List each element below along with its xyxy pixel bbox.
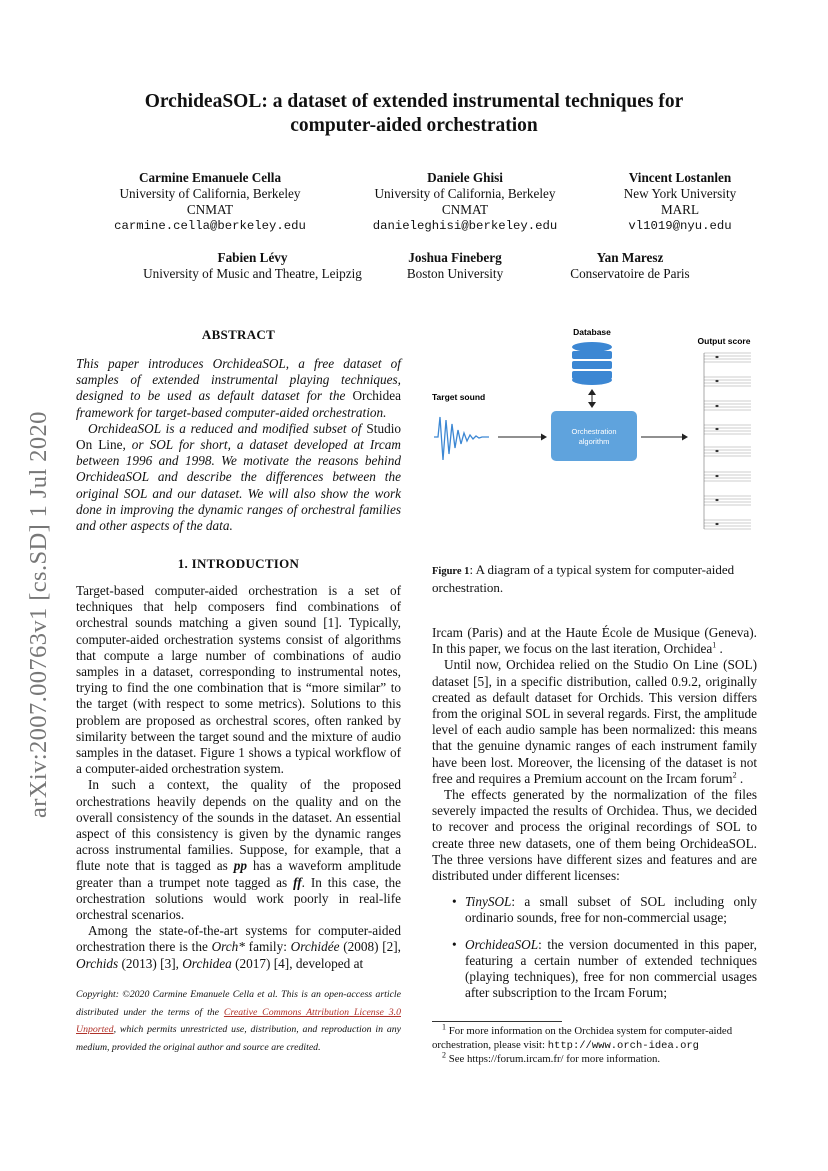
footnotes xyxy=(432,1022,757,1067)
author-affiliation: Conservatoire de Paris xyxy=(570,266,690,281)
algorithm-label-line-2: algorithm xyxy=(578,437,610,446)
algorithm-label-line-1: Orchestration xyxy=(571,427,617,436)
score-notes xyxy=(715,356,718,525)
database-icon xyxy=(572,342,612,385)
right-paragraph-1: Ircam (Paris) and at the Haute École de Musique (Geneva). In this paper, we focus on the last iteration, Orchidea$^1$ . xyxy=(432,625,757,657)
introduction-body xyxy=(76,583,401,972)
arxiv-identifier: arXiv:2007.00763v1 [cs.SD] 1 Jul 2020 xyxy=(25,411,52,819)
author-department: CNMAT xyxy=(441,202,489,217)
intro-paragraph-3: Among the state-of-the-art systems for computer-aided orchestration there is the Orch* family: Orchidée (2008) [2], Orchids (2013) [3], Orchidea (2017) [4], developed at xyxy=(76,923,401,971)
author-department: MARL xyxy=(660,202,700,217)
list-item: • OrchideaSOL: the version documented in this paper, featuring a certain number of extended techniques (playing techniques), free for non commercial usages after subscription to the Ircam Forum; xyxy=(452,936,757,1001)
author-email[interactable]: carmine.cella@berkeley.edu xyxy=(114,219,306,233)
right-paragraph-3: The effects generated by the normalization of the files severely impacted the results of Orchidea. Thus, we decided to recover and process the original recordings of SOL to create three new datasets, one of them being OrchideaSOL. The three versions have different sizes and features and are distributed under different licenses: xyxy=(432,787,757,884)
database-label: Database xyxy=(573,327,611,337)
footnote-marker-2[interactable]: 2 xyxy=(732,770,737,780)
list-item: • TinySOL: a small subset of SOL including only ordinario sounds, free for non-commercial usage; xyxy=(452,894,757,926)
orchidea-url-link[interactable]: http://www.orch-idea.org xyxy=(547,1039,699,1052)
caption-label: Figure 1 xyxy=(432,566,470,577)
right-paragraph-2: Until now, Orchidea relied on the Studio On Line (SOL) dataset [5], in a specific distribution, called 0.9.2, originally created as default dataset for Orchids. This version differs from the original SOL in several regards. First, the amplitude level of each audio sample has been normalized: this means that the genuine dynamic ranges of each instrument family have been lost. Moreover, the licensing of the dataset is not free and requires a Premium account on the Ircam forum$^2$ . xyxy=(432,657,757,786)
author-block-6 xyxy=(550,250,710,282)
intro-paragraph-1: Target-based computer-aided orchestration is a set of techniques that help composers find combinations of orchestral sounds matching a given sound [1]. Typically, computer-aided orchestration systems consist of algorithms that compute a large number of combinations of audio samples in a dataset, corresponding to instrumental notes, trying to find the one combination that is “more similar” to the target (with respect to some metrics). Solutions to this problem are proposed as orchestral scores, often ranked by similarity between the target sound and the mixture of audio samples in the dataset. Figure 1 shows a typical workflow of a computer-aided orchestration system. xyxy=(76,583,401,777)
abstract-heading: ABSTRACT xyxy=(201,327,276,342)
author-name: Daniele Ghisi xyxy=(427,170,503,185)
author-name: Fabien Lévy xyxy=(217,250,288,265)
right-column-body xyxy=(432,625,757,1011)
author-name: Yan Maresz xyxy=(596,250,664,265)
author-email[interactable]: vl1019@nyu.edu xyxy=(628,219,732,233)
abstract-body xyxy=(76,356,401,534)
caption-text: : A diagram of a typical system for computer-aided orchestration. xyxy=(432,562,735,595)
author-block-3 xyxy=(580,170,780,234)
title-line-1: OrchideaSOL: a dataset of extended instrumental techniques for xyxy=(144,91,684,112)
footnote-marker-1[interactable]: 1 xyxy=(712,640,717,650)
introduction-heading: 1. INTRODUCTION xyxy=(177,556,300,571)
author-affiliation: Boston University xyxy=(406,266,504,281)
author-department: CNMAT xyxy=(186,202,234,217)
license-link[interactable]: Creative Commons Attribution License 3.0 Unported xyxy=(76,1006,401,1035)
dataset-version-list xyxy=(432,894,757,1001)
footnote-divider xyxy=(432,1021,562,1022)
abstract-paragraph-2: OrchideaSOL is a reduced and modified subset of Studio On Line, or SOL for short, a dataset developed at Ircam between 1996 and 1998. We motivate the reasons behind OrchideaSOL and describe the differences between the original SOL and our dataset. We will also show the work done in improving the dynamic ranges of orchestral families and other aspects of the data. xyxy=(76,420,401,534)
author-block-5 xyxy=(395,250,515,282)
author-name: Joshua Fineberg xyxy=(408,250,502,265)
orchestration-algorithm-box xyxy=(551,411,637,461)
output-score-label: Output score xyxy=(697,336,751,346)
intro-paragraph-2: In such a context, the quality of the proposed orchestrations heavily depends on the quality and on the overall consistency of the sounds in the dataset. An essential aspect of this consistency is given by the dynamic ranges across instrumental families. Suppose, for example, that a flute note that is tagged as pp has a waveform amplitude greater than a trumpet note tagged as ff. In this case, the orchestration solutions would work poorly in real-life orchestral scenarios. xyxy=(76,777,401,923)
author-block-1 xyxy=(90,170,330,234)
waveform-icon xyxy=(434,417,489,460)
author-email[interactable]: danieleghisi@berkeley.edu xyxy=(372,219,558,233)
title-line-2: computer-aided orchestration xyxy=(290,115,538,136)
author-affiliation: University of California, Berkeley xyxy=(119,186,301,201)
figure-1-caption xyxy=(432,562,757,596)
author-name: Carmine Emanuele Cella xyxy=(138,170,282,185)
author-affiliation: University of Music and Theatre, Leipzig xyxy=(143,266,362,281)
copyright-notice: Copyright: ©2020 Carmine Emanuele Cella et al. This is an open-access article distributed under the terms of the Creative Commons Attribution License 3.0 Unported, which permits unrestricted use, distribution, and reproduction in any medium, provided the original author and source are credited. xyxy=(76,989,401,1053)
author-affiliation: New York University xyxy=(623,186,737,201)
footnote-2: $^2$ See https://forum.ircam.fr/ for more information. xyxy=(442,1050,661,1065)
target-sound-label: Target sound xyxy=(432,392,486,402)
footnote-1: $^1$ For more information on the Orchidea system for computer-aided orchestration, please visit: http://www.orch-idea.org xyxy=(432,1022,733,1052)
abstract-paragraph-1: This paper introduces OrchideaSOL, a free dataset of samples of extended instrumental playing techniques, designed to be used as default dataset for the Orchidea framework for target-based computer-aided orchestration. xyxy=(76,356,401,420)
author-block-2 xyxy=(345,170,585,234)
paper-title xyxy=(80,90,748,138)
staff-group xyxy=(704,353,751,529)
author-block-4 xyxy=(125,250,380,282)
figure-1-diagram xyxy=(426,320,756,550)
output-score-image xyxy=(704,353,751,529)
author-affiliation: University of California, Berkeley xyxy=(374,186,556,201)
author-name: Vincent Lostanlen xyxy=(628,170,732,185)
